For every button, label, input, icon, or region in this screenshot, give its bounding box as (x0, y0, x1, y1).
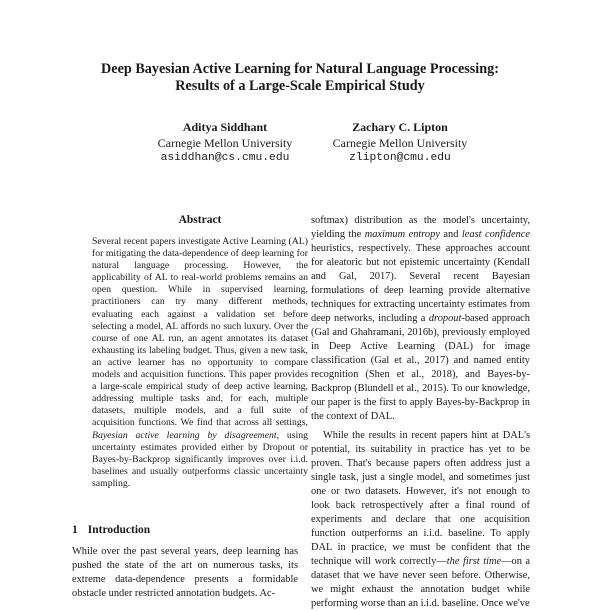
author-email: zlipton@cmu.edu (349, 152, 451, 164)
paragraph (311, 429, 530, 611)
title-line-2: Results of a Large-Scale Empirical Study (175, 78, 425, 94)
section-heading (72, 524, 150, 536)
paper-title (60, 61, 540, 95)
section-title: Introduction (87, 524, 151, 536)
body-text: —on a dataset that we have never seen before. Otherwise, we might exhaust the annotation budget while performing worse than an i.i.d. baseline. Once we've (311, 556, 531, 609)
body-text: heuristics, respectively. These approaches account for aleatoric but not epistemic uncertainty (Kendall and Gal, 2017). Several recent Bayesian formulations of deep learning provide alternative techniques for extracting uncertainty estimates from deep networks, including a (311, 243, 530, 324)
section-number: 1 (72, 524, 78, 536)
body-text: and (439, 229, 462, 240)
emphasis: maximum entropy (364, 229, 440, 240)
abstract-emphasis: Bayesian active learning by disagreement (92, 429, 277, 441)
body-text: While the results in recent papers hint at DAL's potential, its suitability in practice has yet to be proven. That's because papers often address just a single task, just a single model, and sometimes just one or two datasets. However, it's not enough to look back retrospectively after a final round of experiments and declare that one acquisition function outperforms an i.i.d. baseline. To apply DAL in practice, we must be confident that the technique will work correctly— (311, 430, 530, 567)
body-text: -based approach (Gal and Ghahramani, 2016b), previously employed in Deep Active Learning (DAL) for image classification (Gal et al., 2017) and named entity recognition (Shen et al., 2018), and Bayes-by-Backprop (Blundell et al., 2015). To our knowledge, our paper is the first to apply Bayes-by-Backprop in the context of DAL. (311, 313, 530, 422)
author-name: Aditya Siddhant (182, 120, 268, 134)
abstract-body (92, 236, 308, 490)
emphasis: dropout (428, 313, 462, 324)
emphasis: the first time (446, 556, 502, 567)
emphasis: least confidence (461, 229, 530, 240)
abstract-heading: Abstract (178, 214, 222, 226)
intro-paragraph: While over the past several years, deep learning has pushed the state of the art on numerous tasks, its extreme data-dependence presents a formidable obstacle under restricted annotation budgets. Ac- (72, 546, 298, 599)
abstract-text: Several recent papers investigate Active Learning (AL) for mitigating the data-dependence of deep learning for natural language processing. However, the applicability of AL to real-world problems remains an open question. While in supervised learning, practitioners can try many different methods, evaluating each against a validation set before selecting a model, AL affords no such luxury. Over the course of one AL run, an agent annotates its dataset exhausting its labeling budget. Thus, given a new task, an active learner has no opportunity to compare models and acquisition functions. This paper provides a large-scale empirical study of deep active learning, addressing multiple tasks and, for each, multiple datasets, multiple models, and a full suite of acquisition functions. We find that across all settings, (92, 236, 308, 429)
author-block-2 (280, 120, 520, 167)
body-text: softmax) distribution as the model's uncertainty, yielding the (311, 215, 530, 240)
right-column (311, 214, 530, 611)
paragraph (311, 214, 530, 424)
author-name: Zachary C. Lipton (352, 120, 448, 134)
author-email: asiddhan@cs.cmu.edu (160, 152, 290, 164)
author-affiliation: Carnegie Mellon University (332, 135, 468, 150)
author-affiliation: Carnegie Mellon University (157, 135, 293, 150)
abstract-text: , using uncertainty estimates provided either by Dropout or Bayes-by-Backprop significantly improves over i.i.d. baselines and usually outperforms classic uncertainty sampling. (92, 429, 308, 489)
title-line-1: Deep Bayesian Active Learning for Natural Language Processing: (101, 61, 499, 77)
